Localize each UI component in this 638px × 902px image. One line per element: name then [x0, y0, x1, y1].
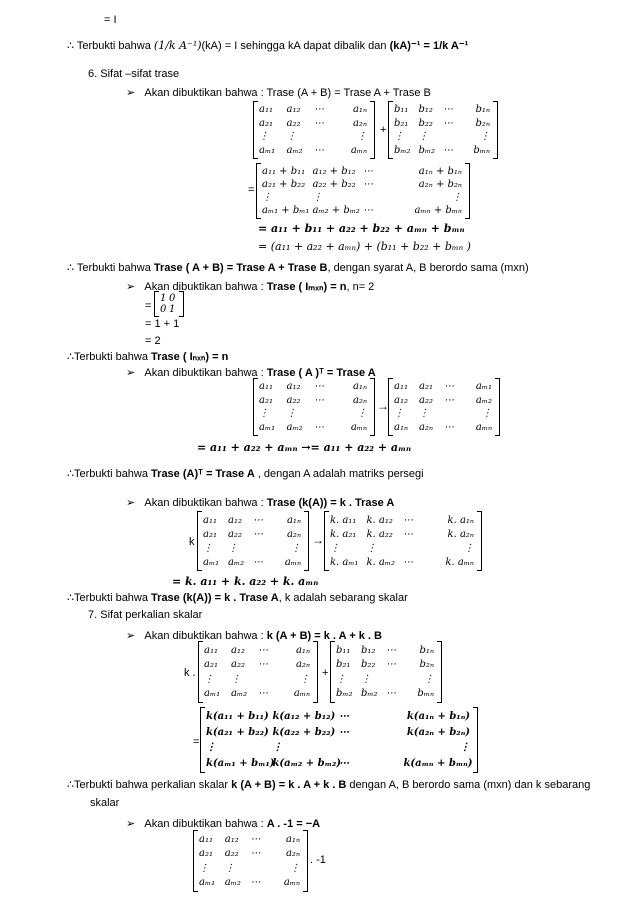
matrix-cell: a₂₁ [204, 659, 218, 671]
claim-identity-bold: Trase ( Iₘₓₙ) = n [266, 281, 347, 293]
matrix-cell: ⋯ [314, 104, 324, 116]
eq-identity: = I [104, 14, 117, 26]
matrix-cell: a₂₂ [419, 394, 433, 406]
matrix-cell: ⋮ [204, 673, 214, 685]
matrix-cell: ⋮ [290, 862, 300, 874]
bullet-arrow-icon: ➢ [126, 497, 136, 509]
matrix-cell: a₂₂ + b₂₂ [312, 179, 356, 190]
matrix-cell: ⋯ [339, 726, 349, 738]
bracket-right [495, 378, 500, 436]
matrix-cell: a₁₂ [286, 381, 301, 393]
matrix-cell: k. aₘₙ [445, 556, 474, 568]
matrix-cell: a₂₂ [286, 394, 301, 406]
matrix-cell: a₂ₙ [295, 659, 310, 671]
bullet-arrow-icon: ➢ [126, 281, 136, 293]
bracket-right [304, 511, 309, 571]
matrix-cell: ⋯ [314, 381, 324, 393]
matrix-cell: k(a₁ₙ + b₁ₙ) [406, 711, 470, 723]
matrix-cell: a₂ₙ [419, 421, 434, 433]
proof-scalar-suffix: , k adalah sebarang skalar [278, 592, 408, 604]
matrix-cell: a₁₁ [394, 381, 408, 393]
matrix-cell: 0 [160, 304, 167, 315]
matrix-cell: ⋯ [314, 421, 324, 433]
matrix-cell: ⋯ [250, 877, 261, 889]
matrix-cell: ⋮ [224, 862, 235, 874]
matrix-cell: k(a₁₂ + b₁₂) [272, 711, 336, 723]
proof-identity-bold: Trase ( Iₙₓₙ) = n [151, 351, 229, 363]
matrix-cell: ⋮ [286, 131, 297, 143]
matrix-cell: aₘ₁ [259, 144, 276, 156]
bracket-left [256, 163, 261, 219]
matrix-cell: a₁ₙ [286, 514, 301, 526]
claim-negation-prefix: Akan dibuktikan bahwa : [144, 818, 267, 830]
matrix-cell: a₂₁ [259, 117, 273, 129]
bracket-left [154, 291, 159, 317]
matrix-cell: a₁ₙ [352, 104, 367, 116]
bracket-right [370, 378, 375, 436]
matrix-cell: aₘ₁ [204, 688, 221, 700]
matrix-cell: ⋯ [386, 644, 396, 656]
matrix-cell: k. a₂ₙ [447, 528, 474, 540]
proof-identity-prefix: ∴Terbukti bahwa [67, 351, 152, 363]
bracket-left [324, 511, 329, 571]
matrix-cell: ⋮ [272, 742, 283, 754]
bullet-arrow-icon: ➢ [126, 367, 136, 379]
matrix-cell: bₘ₂ [418, 144, 436, 156]
matrix-cell: b₂₂ [418, 117, 433, 129]
bracket-right [493, 101, 498, 159]
matrix-cell: ⋯ [363, 205, 373, 216]
matrix-cell: a₂ₙ [352, 394, 367, 406]
matrix-a-dist [198, 641, 318, 703]
bracket-left [330, 641, 335, 703]
matrix-cell: a₂ₙ + b₂ₙ [418, 179, 462, 190]
matrix-cell: ⋮ [312, 192, 323, 203]
proof-trace-transpose [67, 468, 424, 481]
proof-transpose-suffix: , dengan A adalah matriks persegi [254, 468, 424, 480]
matrix-cell: ⋯ [386, 688, 396, 700]
matrix-cell: ⋮ [460, 742, 470, 754]
matrix-cell: aₘ₁ [199, 877, 216, 889]
matrix-cell: ⋯ [403, 556, 413, 568]
matrix-a-transposed [388, 378, 500, 436]
claim-scalar-bold: Trase (k(A)) = k . Trase A [266, 497, 395, 509]
proof-scalar-prefix: ∴Terbukti bahwa [67, 592, 152, 604]
matrix-cell: ⋯ [258, 688, 268, 700]
matrix-cell: ⋯ [386, 659, 396, 671]
matrix-cell: k. aₘ₁ [330, 556, 359, 568]
matrix-cell: ⋮ [262, 192, 272, 203]
bracket-left [388, 101, 393, 159]
matrix-cell: a₁₁ [203, 514, 217, 526]
matrix-cell: ⋯ [403, 514, 413, 526]
matrix-cell: b₁ₙ [419, 644, 434, 656]
matrix-cell: bₘ₂ [394, 144, 411, 156]
bracket-right [437, 641, 442, 703]
matrix-cell: b₂₁ [336, 659, 351, 671]
matrix-cell: aₘ₂ [286, 421, 303, 433]
matrix-cell: ⋯ [314, 144, 324, 156]
matrix-cell: k(aₘ₂ + bₘ₂) [272, 757, 342, 769]
claim-dist-bold: k (A + B) = k . A + k . B [266, 630, 382, 642]
matrix-cell: a₂₂ [228, 528, 242, 540]
matrix-cell: ⋯ [253, 514, 263, 526]
claim-transpose-bold: Trase ( A )ᵀ = Trase A [266, 367, 376, 379]
matrix-cell: a₂₂ [224, 848, 239, 860]
proof-dist-continuation: skalar [90, 797, 120, 809]
matrix-cell: ⋮ [424, 673, 434, 685]
matrix-cell: bₘ₂ [361, 688, 378, 700]
section-6-title: 6. Sifat –sifat trase [88, 68, 180, 80]
proof-inverse-text: (kA) = I sehingga kA dapat dibalik dan [201, 40, 390, 52]
matrix-cell: ⋯ [253, 528, 263, 540]
claim-dist-prefix: Akan dibuktikan bahwa : [144, 630, 267, 642]
matrix-cell: ⋮ [394, 408, 404, 420]
matrix-cell: aₘₙ [283, 877, 300, 889]
proof-transpose-bold: Trase (A)ᵀ = Trase A [151, 468, 255, 480]
matrix-cell: k. a₂₁ [330, 528, 357, 540]
scalar-trace-expansion: = k. a₁₁ + k. a₂₂ + k. aₘₙ [172, 575, 319, 588]
proof-inverse-prefix: ∴ Terbukti bahwa [67, 40, 154, 52]
matrix-cell: a₁ₙ [394, 421, 409, 433]
matrix-cell: a₂₂ [286, 117, 301, 129]
matrix-cell: aₘ₁ [259, 421, 276, 433]
proof-sum-suffix: , dengan syarat A, B berordo sama (mxn) [327, 262, 529, 274]
matrix-b-trace [388, 101, 498, 159]
matrix-a-transpose-src [253, 378, 375, 436]
claim-scalar-prefix: Akan dibuktikan bahwa : [144, 497, 267, 509]
section-7-title: 7. Sifat perkalian skalar [88, 609, 203, 621]
proof-trace-scalar [67, 592, 408, 605]
proof-trace-sum [67, 262, 529, 275]
matrix-cell: aₘₙ [293, 688, 310, 700]
matrix-cell: a₁ₙ [285, 833, 300, 845]
matrix-cell: aₘₙ [475, 421, 492, 433]
matrix-cell: k. a₂₂ [366, 528, 393, 540]
matrix-cell: ⋯ [339, 757, 349, 769]
bracket-right [473, 707, 478, 773]
matrix-cell: k(a₂₂ + b₂₂) [272, 726, 336, 738]
bracket-left [253, 101, 258, 159]
matrix-cell: ⋯ [250, 848, 261, 860]
claim-identity-suffix: , n= 2 [346, 281, 375, 293]
matrix-cell: bₘₙ [417, 688, 434, 700]
matrix-cell: aₘₙ [350, 421, 367, 433]
trace-sum-expansion: = a₁₁ + b₁₁ + a₂₂ + b₂₂ + aₘₙ + bₘₙ [258, 222, 465, 235]
bracket-left [388, 378, 393, 436]
matrix-cell: aₘₙ [350, 144, 367, 156]
matrix-b-dist [330, 641, 442, 703]
eq-one-plus-one: = 1 + 1 [145, 318, 180, 330]
proof-inverse [67, 39, 468, 53]
matrix-cell: a₁ₙ + b₁ₙ [418, 166, 462, 177]
arrow-right-icon: → [377, 399, 389, 413]
bracket-right [477, 511, 482, 571]
matrix-cell: b₂₂ [361, 659, 376, 671]
matrix-cell: a₂₁ [203, 528, 217, 540]
matrix-cell: a₁₁ [199, 833, 213, 845]
matrix-cell: ⋯ [363, 179, 373, 190]
matrix-cell: ⋯ [443, 117, 453, 129]
claim-trace-sum-text: Akan dibuktikan bahwa : Trase (A + B) = Trase A + Trase B [144, 87, 431, 99]
matrix-cell: ⋮ [199, 862, 209, 874]
matrix-cell: a₂₁ [259, 394, 273, 406]
matrix-cell: a₂ₙ [286, 528, 301, 540]
matrix-cell: ⋮ [394, 131, 404, 143]
matrix-cell: ⋯ [444, 381, 454, 393]
matrix-cell: ⋮ [366, 542, 377, 554]
matrix-cell: b₁₁ [394, 104, 409, 116]
matrix-cell: k. a₁₂ [366, 514, 393, 526]
matrix-cell: aₘ₁ [203, 556, 220, 568]
equals-sign: = [145, 300, 152, 312]
matrix-cell: ⋮ [228, 542, 238, 554]
proof-scalar-distributive [67, 779, 590, 792]
proof-inverse-bold: (kA)⁻¹ = 1/k A⁻¹ [389, 40, 469, 52]
matrix-cell: ⋯ [444, 421, 454, 433]
matrix-cell: ⋮ [357, 131, 367, 143]
matrix-cell: ⋯ [258, 644, 268, 656]
matrix-cell: a₁₁ [204, 644, 218, 656]
bracket-left [253, 378, 258, 436]
matrix-cell: ⋮ [361, 673, 371, 685]
eq-two: = 2 [145, 335, 161, 347]
matrix-cell: a₁₂ [231, 644, 245, 656]
matrix-cell: ⋮ [482, 408, 492, 420]
matrix-cell: aₘ₂ [475, 394, 492, 406]
matrix-cell: a₁ₙ [295, 644, 310, 656]
matrix-cell: a₁₁ [259, 104, 273, 116]
matrix-cell: k(a₁₁ + b₁₁) [206, 711, 269, 723]
matrix-cell: a₁₂ [394, 394, 408, 406]
matrix-a-scalar-src [197, 511, 309, 571]
matrix-cell: aₘₙ [284, 556, 301, 568]
matrix-cell: ⋯ [339, 711, 349, 723]
matrix-cell: b₁₂ [361, 644, 376, 656]
bracket-right [465, 163, 470, 219]
matrix-cell: a₁ₙ [352, 381, 367, 393]
proof-dist-suffix: dengan A, B berordo sama (mxn) dan k sebarang [346, 779, 591, 791]
matrix-cell: k(aₘₙ + bₘₙ) [403, 757, 473, 769]
claim-negation-bold: A . -1 = −A [266, 818, 321, 830]
matrix-cell: k(a₂ₙ + b₂ₙ) [406, 726, 470, 738]
bracket-right [313, 641, 318, 703]
matrix-cell: aₘ₁ + bₘ₁ [262, 205, 310, 216]
bullet-arrow-icon: ➢ [126, 630, 136, 642]
matrix-cell: ⋮ [480, 131, 490, 143]
matrix-cell: b₂ₙ [475, 117, 490, 129]
matrix-cell: aₘ₂ [231, 688, 248, 700]
bracket-right [303, 830, 308, 892]
scalar-k-dot-label: k . [184, 667, 196, 679]
plus-sign: + [380, 124, 387, 136]
matrix-cell: ⋮ [291, 542, 301, 554]
matrix-cell: k. a₁ₙ [447, 514, 474, 526]
matrix-cell: a₂ₙ [285, 848, 300, 860]
matrix-cell: a₁₂ [224, 833, 239, 845]
matrix-cell: aₘ₂ [228, 556, 245, 568]
bracket-left [200, 707, 205, 773]
matrix-cell: ⋮ [206, 742, 216, 754]
matrix-cell: bₘₙ [473, 144, 490, 156]
proof-trace-identity [67, 351, 228, 364]
matrix-cell: ⋮ [418, 131, 429, 143]
times-minus-one: . -1 [310, 854, 326, 866]
matrix-cell: bₘ₂ [336, 688, 353, 700]
matrix-cell: a₂₂ [231, 659, 245, 671]
matrix-cell: aₘ₂ + bₘ₂ [312, 205, 360, 216]
matrix-cell: ⋮ [259, 131, 269, 143]
matrix-cell: ⋯ [363, 166, 373, 177]
matrix-cell: ⋯ [443, 104, 453, 116]
matrix-identity [154, 291, 184, 317]
matrix-cell: aₘ₂ [286, 144, 303, 156]
proof-dist-prefix: ∴Terbukti bahwa perkalian skalar [67, 779, 232, 791]
matrix-cell: aₘ₁ [475, 381, 492, 393]
bracket-left [198, 641, 203, 703]
matrix-cell: ⋯ [403, 528, 413, 540]
bracket-left [193, 830, 198, 892]
matrix-cell: b₁₂ [418, 104, 433, 116]
matrix-cell: ⋯ [253, 556, 263, 568]
matrix-cell: k(a₂₁ + b₂₂) [206, 726, 269, 738]
matrix-cell: a₁₂ [286, 104, 301, 116]
matrix-cell: a₁₂ + b₁₂ [312, 166, 356, 177]
bracket-right [179, 291, 184, 317]
trace-sum-grouped: = (a₁₁ + a₂₂ + aₘₙ) + (b₁₁ + b₂₂ + bₘₙ ) [258, 240, 471, 253]
matrix-cell: ⋯ [443, 144, 453, 156]
proof-sum-bold: Trase ( A + B) = Trase A + Trase B [153, 262, 328, 274]
matrix-a-plus-b [256, 163, 470, 219]
matrix-cell: ⋮ [464, 542, 474, 554]
matrix-cell: k. aₘ₂ [366, 556, 396, 568]
matrix-cell: ⋮ [336, 673, 346, 685]
matrix-cell: ⋮ [452, 192, 462, 203]
matrix-cell: ⋯ [250, 833, 261, 845]
proof-inverse-frac: (1/k A⁻¹) [153, 39, 202, 52]
matrix-cell: b₂ₙ [419, 659, 434, 671]
matrix-cell: ⋮ [203, 542, 213, 554]
matrix-cell: b₁₁ [336, 644, 351, 656]
equals-sign: = [193, 736, 200, 748]
bracket-right [370, 101, 375, 159]
plus-sign: + [322, 667, 329, 679]
matrix-cell: aₘₙ + bₘₙ [414, 205, 462, 216]
matrix-cell: a₂₁ [199, 848, 213, 860]
matrix-cell: ⋮ [231, 673, 241, 685]
matrix-cell: ⋮ [330, 542, 340, 554]
matrix-cell: ⋮ [419, 408, 429, 420]
matrix-a-trace [253, 101, 375, 159]
matrix-cell: 1 [160, 293, 167, 304]
matrix-cell: ⋯ [444, 394, 454, 406]
matrix-cell: a₁₁ [259, 381, 273, 393]
matrix-cell: a₂₁ + b₂₂ [262, 179, 306, 190]
matrix-cell: ⋯ [314, 394, 324, 406]
bracket-left [197, 511, 202, 571]
bullet-arrow-icon: ➢ [126, 818, 136, 830]
arrow-right-icon: → [312, 533, 324, 547]
proof-transpose-prefix: ∴Terbukti bahwa [67, 468, 152, 480]
matrix-cell: 0 [169, 293, 176, 304]
matrix-cell: ⋮ [357, 408, 367, 420]
matrix-cell: ⋯ [258, 659, 268, 671]
bullet-arrow-icon: ➢ [126, 87, 136, 99]
matrix-cell: a₂ₙ [352, 117, 367, 129]
matrix-cell: ⋯ [314, 117, 324, 129]
claim-identity-prefix: Akan dibuktikan bahwa : [144, 281, 267, 293]
matrix-cell: k(aₘ₁ + bₘ₁) [206, 757, 275, 769]
proof-dist-bold: k (A + B) = k . A + k . B [231, 779, 347, 791]
equals-sign: = [248, 184, 255, 196]
matrix-cell: ⋮ [286, 408, 297, 420]
proof-scalar-bold: Trase (k(A)) = k . Trase A [151, 592, 279, 604]
matrix-cell: ⋮ [300, 673, 310, 685]
claim-transpose-prefix: Akan dibuktikan bahwa : [144, 367, 267, 379]
matrix-cell: 1 [169, 304, 176, 315]
matrix-cell: k. a₁₁ [330, 514, 357, 526]
matrix-cell: b₂₁ [394, 117, 409, 129]
matrix-cell: ⋮ [259, 408, 269, 420]
matrix-cell: a₁₂ [228, 514, 242, 526]
matrix-cell: a₁₁ + b₁₁ [262, 166, 306, 177]
matrix-cell: aₘ₂ [224, 877, 241, 889]
matrix-k-a-plus-b [200, 707, 478, 773]
matrix-k-times-a [324, 511, 482, 571]
proof-sum-prefix: ∴ Terbukti bahwa [67, 262, 154, 274]
claim-trace-sum [126, 87, 431, 100]
matrix-cell: a₂₁ [419, 381, 433, 393]
scalar-k-label: k [189, 536, 195, 548]
claim-trace-scalar [126, 497, 394, 510]
transpose-equation: = a₁₁ + a₂₂ + aₘₙ →= a₁₁ + a₂₂ + aₘₙ [197, 441, 412, 454]
matrix-cell: b₁ₙ [475, 104, 490, 116]
matrix-a-negation [193, 830, 308, 892]
